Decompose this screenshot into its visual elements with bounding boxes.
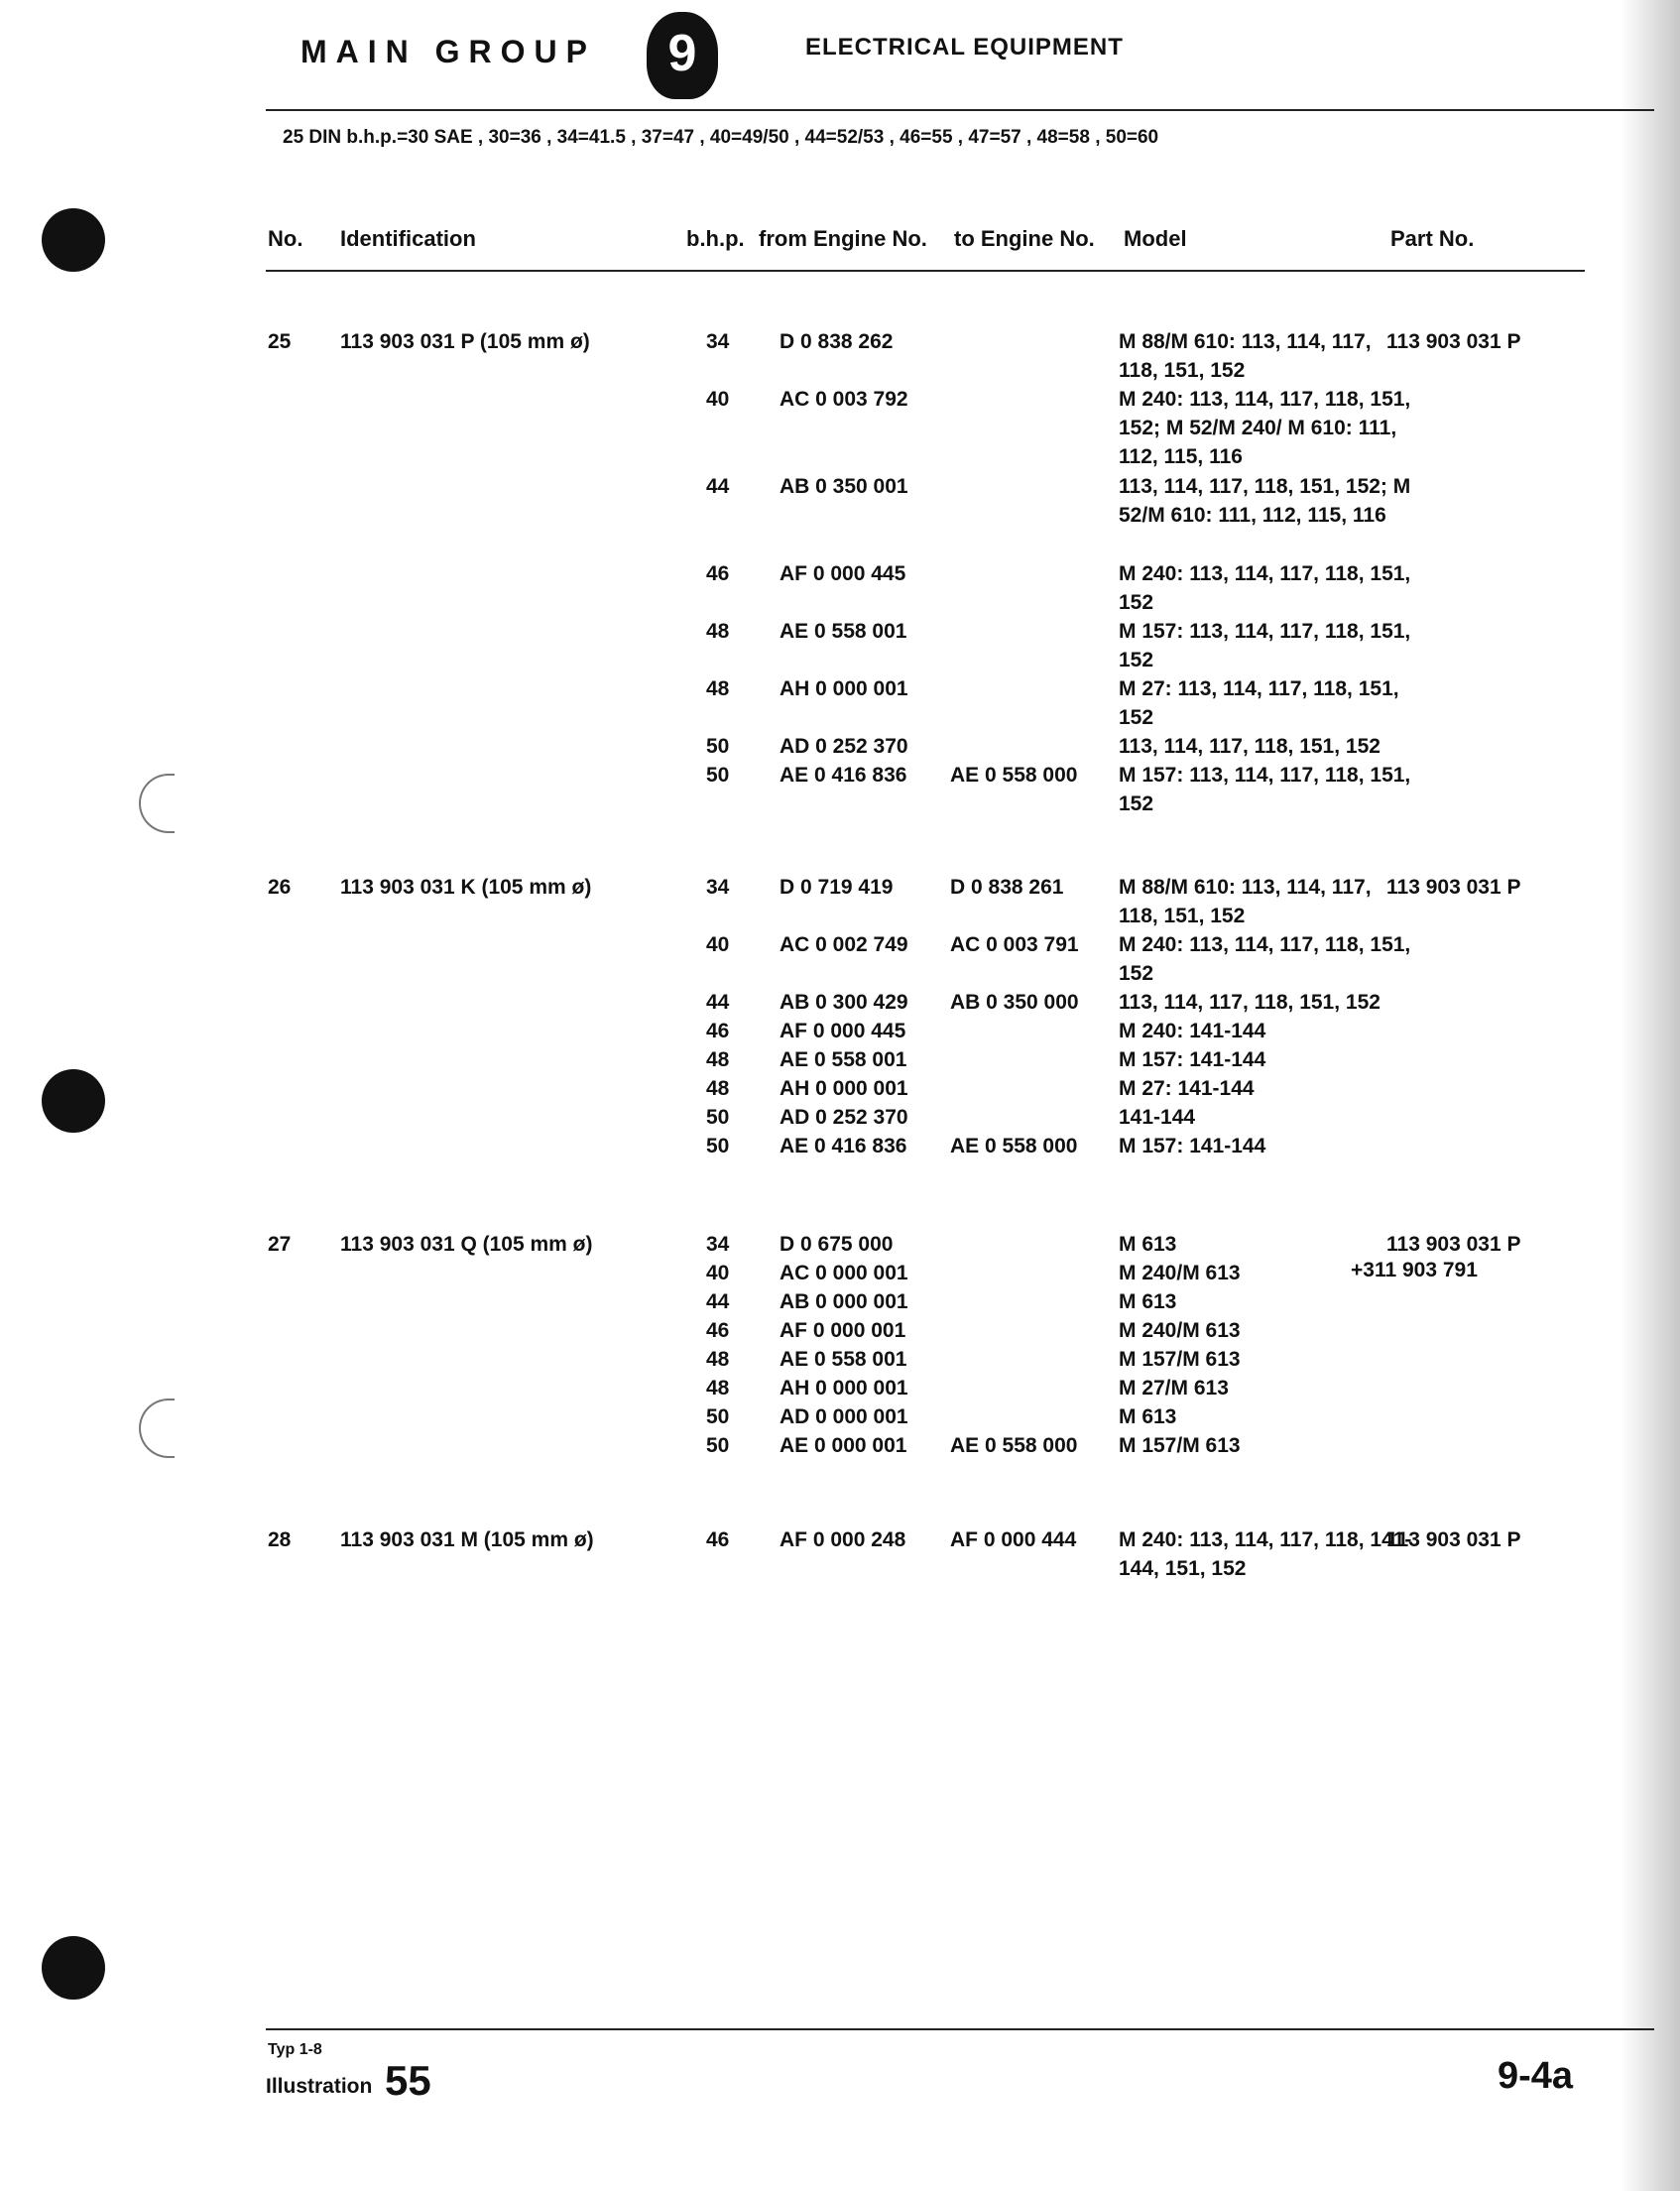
- from-engine-number: AF 0 000 248: [780, 1528, 906, 1551]
- bhp-value: 46: [706, 562, 730, 585]
- punch-hole-bottom: [42, 1936, 105, 2000]
- from-engine-number: AE 0 416 836: [780, 1135, 907, 1157]
- col-header-bhp: b.h.p.: [686, 226, 745, 251]
- table-row: [0, 1132, 1680, 1160]
- bhp-value: 48: [706, 1348, 730, 1371]
- model-list: M 240: 113, 114, 117, 118, 141-144, 151, 152: [1119, 1528, 1412, 1580]
- from-engine-number: AC 0 002 749: [780, 933, 908, 956]
- table-row: [0, 385, 1680, 468]
- table-row: [0, 327, 1680, 382]
- from-engine-number: AE 0 000 001: [780, 1434, 907, 1457]
- table-row: [0, 988, 1680, 1017]
- footer-rule: [266, 2028, 1654, 2030]
- table-row: [0, 1525, 1680, 1580]
- column-header-rule: [266, 270, 1585, 272]
- col-header-part-no: Part No.: [1390, 226, 1475, 251]
- hp-conversion-note: 25 DIN b.h.p.=30 SAE , 30=36 , 34=41.5 , 37=47 , 40=49/50 , 44=52/53 , 46=55 , 47=57 , 48=58 , 50=60: [283, 127, 1159, 148]
- from-engine-number: AF 0 000 445: [780, 562, 906, 585]
- table-row: [0, 732, 1680, 761]
- from-engine-number: AD 0 252 370: [780, 1106, 908, 1129]
- model-list: M 240/M 613: [1119, 1262, 1241, 1284]
- model-list: M 613: [1119, 1290, 1177, 1313]
- table-row: [0, 1103, 1680, 1132]
- model-list: M 27/M 613: [1119, 1377, 1229, 1400]
- illustration-label: Illustration: [266, 2075, 373, 2098]
- model-list: M 157: 113, 114, 117, 118, 151, 152: [1119, 620, 1411, 671]
- from-engine-number: AE 0 558 001: [780, 620, 907, 643]
- punch-hole-top: [42, 208, 105, 272]
- model-list: M 27: 141-144: [1119, 1077, 1255, 1100]
- table-row: [0, 1316, 1680, 1345]
- page-number: 9-4a: [1498, 2055, 1574, 2097]
- from-engine-number: AD 0 252 370: [780, 735, 908, 758]
- model-list: 113, 114, 117, 118, 151, 152: [1119, 735, 1380, 758]
- model-list: 113, 114, 117, 118, 151, 152: [1119, 991, 1380, 1014]
- from-engine-number: AE 0 416 836: [780, 764, 907, 787]
- model-list: M 240: 113, 114, 117, 118, 151, 152; M 52/M 240/ M 610: 111, 112, 115, 116: [1119, 388, 1411, 468]
- to-engine-number: D 0 838 261: [950, 876, 1064, 899]
- table-row: [0, 1402, 1680, 1431]
- model-list: M 88/M 610: 113, 114, 117, 118, 151, 152: [1119, 876, 1372, 927]
- from-engine-number: AF 0 000 445: [780, 1020, 906, 1042]
- from-engine-number: AC 0 003 792: [780, 388, 908, 411]
- col-header-to-engine: to Engine No.: [954, 226, 1095, 251]
- bhp-value: 40: [706, 388, 730, 411]
- from-engine-number: AB 0 350 001: [780, 475, 908, 498]
- table-row: [0, 1017, 1680, 1045]
- part-number: 113 903 031 P: [1386, 1528, 1521, 1551]
- model-list: M 240/M 613: [1119, 1319, 1241, 1342]
- col-header-model: Model: [1124, 226, 1187, 251]
- col-header-from-engine: from Engine No.: [759, 226, 927, 251]
- to-engine-number: AB 0 350 000: [950, 991, 1079, 1014]
- item-identification: 113 903 031 K (105 mm ø): [340, 876, 592, 899]
- item-identification: 113 903 031 Q (105 mm ø): [340, 1233, 593, 1256]
- bhp-value: 44: [706, 1290, 730, 1313]
- from-engine-number: D 0 719 419: [780, 876, 894, 899]
- model-list: M 240: 113, 114, 117, 118, 151, 152: [1119, 933, 1411, 985]
- type-label: Typ 1-8: [268, 2041, 322, 2058]
- part-number: 113 903 031 P: [1386, 1233, 1521, 1256]
- from-engine-number: AB 0 300 429: [780, 991, 908, 1014]
- section-title: ELECTRICAL EQUIPMENT: [805, 34, 1124, 61]
- from-engine-number: AD 0 000 001: [780, 1405, 908, 1428]
- from-engine-number: AH 0 000 001: [780, 677, 908, 700]
- bhp-value: 48: [706, 1077, 730, 1100]
- header-rule: [266, 109, 1654, 111]
- from-engine-number: AH 0 000 001: [780, 1077, 908, 1100]
- to-engine-number: AE 0 558 000: [950, 1135, 1078, 1157]
- main-group-label: MAIN GROUP: [300, 34, 596, 69]
- part-number: 113 903 031 P: [1386, 330, 1521, 353]
- table-row: [0, 1345, 1680, 1374]
- model-list: M 157: 113, 114, 117, 118, 151, 152: [1119, 764, 1411, 815]
- item-number: 27: [268, 1233, 292, 1256]
- table-row: [0, 617, 1680, 671]
- to-engine-number: AE 0 558 000: [950, 1434, 1078, 1457]
- from-engine-number: D 0 838 262: [780, 330, 894, 353]
- from-engine-number: AH 0 000 001: [780, 1377, 908, 1400]
- group-number-badge: 9: [647, 12, 718, 99]
- bhp-value: 50: [706, 1434, 730, 1457]
- bhp-value: 44: [706, 991, 730, 1014]
- bhp-value: 46: [706, 1528, 730, 1551]
- table-row: [0, 873, 1680, 927]
- from-engine-number: AE 0 558 001: [780, 1348, 907, 1371]
- table-row: [0, 472, 1680, 527]
- to-engine-number: AF 0 000 444: [950, 1528, 1077, 1551]
- item-identification: 113 903 031 P (105 mm ø): [340, 330, 590, 353]
- bhp-value: 40: [706, 933, 730, 956]
- bhp-value: 50: [706, 764, 730, 787]
- item-identification: 113 903 031 M (105 mm ø): [340, 1528, 594, 1551]
- table-row: [0, 1287, 1680, 1316]
- col-header-no: No.: [268, 226, 303, 251]
- bhp-value: 44: [706, 475, 730, 498]
- from-engine-number: AE 0 558 001: [780, 1048, 907, 1071]
- table-row: [0, 1259, 1680, 1287]
- from-engine-number: AB 0 000 001: [780, 1290, 908, 1313]
- bhp-value: 34: [706, 1233, 730, 1256]
- model-list: M 27: 113, 114, 117, 118, 151, 152: [1119, 677, 1399, 729]
- table-row: [0, 1074, 1680, 1103]
- col-header-identification: Identification: [340, 226, 476, 251]
- model-list: 141-144: [1119, 1106, 1196, 1129]
- table-row: [0, 1431, 1680, 1460]
- bhp-value: 48: [706, 1377, 730, 1400]
- model-list: M 240: 141-144: [1119, 1020, 1266, 1042]
- illustration-number: 55: [385, 2057, 431, 2104]
- item-number: 28: [268, 1528, 292, 1551]
- model-list: M 613: [1119, 1405, 1177, 1428]
- bhp-value: 46: [706, 1020, 730, 1042]
- model-list: M 88/M 610: 113, 114, 117, 118, 151, 152: [1119, 330, 1372, 382]
- model-list: M 613: [1119, 1233, 1177, 1256]
- table-row: [0, 559, 1680, 614]
- part-number: 113 903 031 P: [1386, 876, 1521, 899]
- bhp-value: 50: [706, 1135, 730, 1157]
- model-list: 113, 114, 117, 118, 151, 152; M 52/M 610: 111, 112, 115, 116: [1119, 475, 1411, 527]
- model-list: M 157: 141-144: [1119, 1048, 1266, 1071]
- bhp-value: 48: [706, 1048, 730, 1071]
- model-list: M 157/M 613: [1119, 1434, 1241, 1457]
- table-row: [0, 1374, 1680, 1402]
- table-row: [0, 761, 1680, 815]
- bhp-value: 48: [706, 677, 730, 700]
- bhp-value: 46: [706, 1319, 730, 1342]
- bhp-value: 34: [706, 876, 730, 899]
- model-list: M 157/M 613: [1119, 1348, 1241, 1371]
- part-number-extra: +311 903 791: [1351, 1259, 1478, 1281]
- model-list: M 157: 141-144: [1119, 1135, 1266, 1157]
- bhp-value: 40: [706, 1262, 730, 1284]
- table-row: [0, 930, 1680, 985]
- bhp-value: 50: [706, 1405, 730, 1428]
- from-engine-number: D 0 675 000: [780, 1233, 894, 1256]
- bhp-value: 34: [706, 330, 730, 353]
- bhp-value: 50: [706, 735, 730, 758]
- item-number: 26: [268, 876, 292, 899]
- table-row: [0, 1045, 1680, 1074]
- from-engine-number: AC 0 000 001: [780, 1262, 908, 1284]
- bhp-value: 50: [706, 1106, 730, 1129]
- table-row: [0, 674, 1680, 729]
- to-engine-number: AE 0 558 000: [950, 764, 1078, 787]
- from-engine-number: AF 0 000 001: [780, 1319, 906, 1342]
- bhp-value: 48: [706, 620, 730, 643]
- model-list: M 240: 113, 114, 117, 118, 151, 152: [1119, 562, 1411, 614]
- table-row: [0, 1230, 1680, 1259]
- to-engine-number: AC 0 003 791: [950, 933, 1079, 956]
- item-number: 25: [268, 330, 292, 353]
